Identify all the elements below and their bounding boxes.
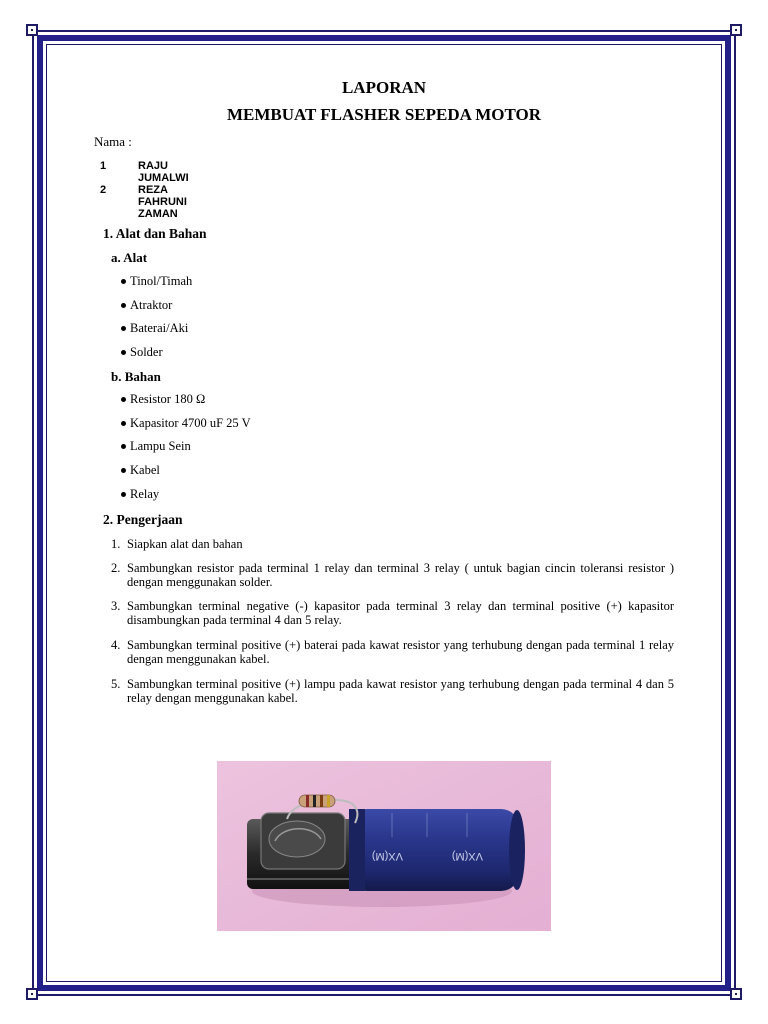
step-text: Sambungkan terminal negative (-) kapasitor pada terminal 3 relay dan terminal positive (+) kapasitor disambungkan pada terminal 4 dan 5 relay. — [127, 599, 674, 627]
step-item — [111, 561, 674, 589]
list-item: Baterai/Aki — [121, 321, 188, 336]
step-item — [111, 537, 674, 551]
step-text: Sambungkan resistor pada terminal 1 relay dan terminal 3 relay ( untuk bagian cincin toleransi resistor ) dengan menggunakan solder. — [127, 561, 674, 589]
step-text: Siapkan alat dan bahan — [127, 537, 243, 551]
section-heading-alat-bahan: 1. Alat dan Bahan — [103, 226, 207, 241]
step-text: Sambungkan terminal positive (+) lampu pada kawat resistor yang terhubung dengan pada terminal 4 dan 5 relay dengan menggunakan kabel. — [127, 677, 674, 705]
list-item: Relay — [121, 487, 159, 502]
border-corner-ornament — [730, 988, 742, 1000]
relay-body — [247, 813, 357, 889]
step-text: Sambungkan terminal positive (+) baterai pada kawat resistor yang terhubung dengan pada terminal 1 relay dengan menggunakan kabel. — [127, 638, 674, 666]
step-number: 2. — [111, 561, 121, 575]
step-number: 5. — [111, 677, 121, 691]
bullet-icon — [121, 326, 126, 331]
member-name: REZA FAHRUNI ZAMAN — [138, 184, 187, 220]
subsection-heading-alat: a. Alat — [111, 250, 148, 265]
subsection-heading-bahan: b. Bahan — [111, 369, 161, 384]
bullet-icon — [121, 350, 126, 355]
bullet-icon — [121, 492, 126, 497]
step-number: 4. — [111, 638, 121, 652]
nama-label: Nama : — [94, 134, 132, 149]
list-item: Atraktor — [121, 298, 172, 313]
bullet-icon — [121, 279, 126, 284]
bullet-icon — [121, 421, 126, 426]
list-item: Resistor 180 Ω — [121, 392, 205, 407]
flasher-photo — [217, 761, 551, 931]
list-item: Kapasitor 4700 uF 25 V — [121, 416, 251, 431]
list-item: Kabel — [121, 463, 160, 478]
document-title: LAPORAN — [341, 78, 427, 97]
capacitor-body — [349, 809, 525, 891]
step-item — [111, 638, 674, 666]
border-corner-ornament — [26, 24, 38, 36]
bullet-icon — [121, 468, 126, 473]
step-number: 1. — [111, 537, 121, 551]
bullet-icon — [121, 303, 126, 308]
member-number: 2 — [100, 184, 107, 196]
section-heading-pengerjaan: 2. Pengerjaan — [103, 512, 183, 527]
member-name: RAJU JUMALWI — [138, 160, 189, 184]
list-item: Lampu Sein — [121, 439, 191, 454]
list-item: Solder — [121, 345, 163, 360]
border-corner-ornament — [26, 988, 38, 1000]
step-item — [111, 677, 674, 705]
member-number: 1 — [100, 160, 107, 172]
capacitor-marking: VX(M) — [371, 850, 403, 862]
flasher-illustration — [217, 761, 551, 931]
list-item: Tinol/Timah — [121, 274, 192, 289]
bullet-icon — [121, 444, 126, 449]
step-number: 3. — [111, 599, 121, 613]
border-corner-ornament — [730, 24, 742, 36]
capacitor-marking: VX(M) — [451, 850, 483, 862]
bullet-icon — [121, 397, 126, 402]
document-subtitle: MEMBUAT FLASHER SEPEDA MOTOR — [226, 105, 542, 124]
step-item — [111, 599, 674, 627]
